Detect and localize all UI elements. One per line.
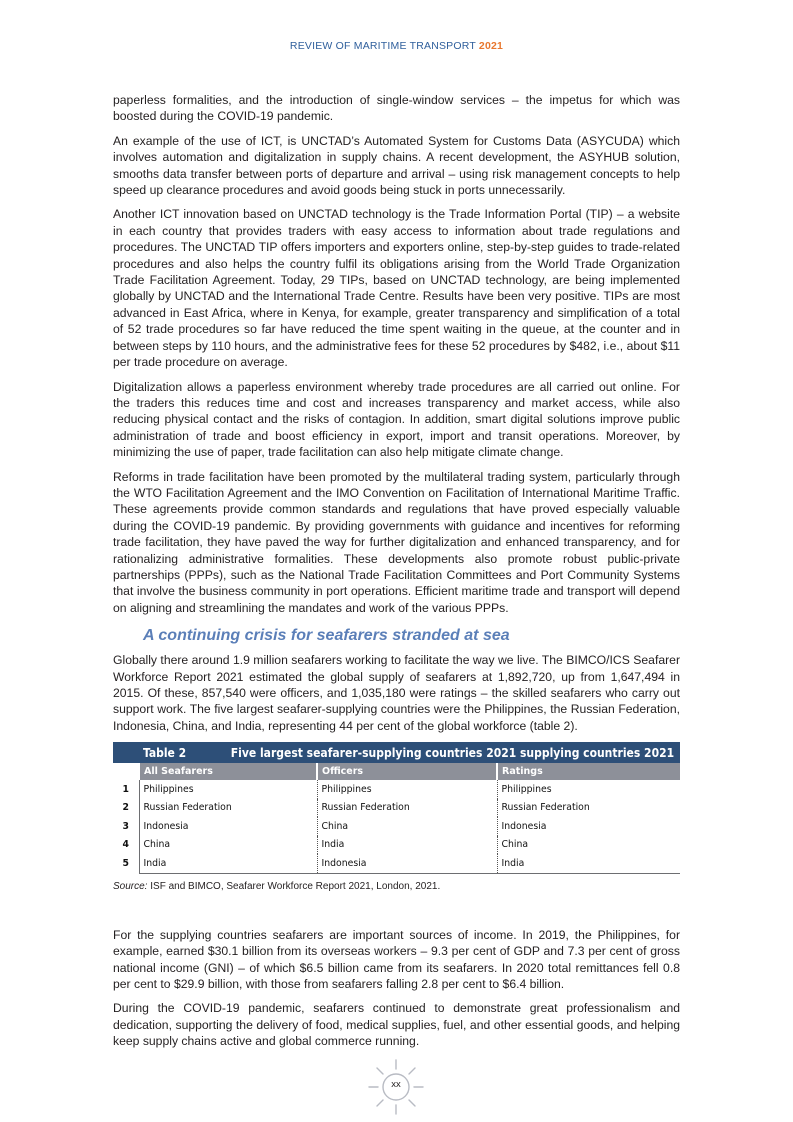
table-row xyxy=(113,854,680,873)
paragraph: For the supplying countries seafarers are important sources of income. In 2019, the Philippines, for example, earned $30.1 billion from its overseas workers – 9.3 per cent of GDP and 7.3 per cent of gross national income (GNI) – of which $6.5 billion came from its seafarers. In 2020 total remittances fell 0.8 per cent to $29.9 billion, with those from seafarers falling 2.8 per cent to $6.4 billion. xyxy=(113,927,680,991)
cell-all-seafarers: India xyxy=(139,854,317,873)
cell-all-seafarers: China xyxy=(139,836,317,855)
running-header xyxy=(0,40,793,52)
row-rank: 2 xyxy=(122,802,129,814)
column-header-all: All Seafarers xyxy=(139,763,317,780)
table-row xyxy=(113,817,680,836)
page-content xyxy=(113,92,680,1058)
cell-ratings: India xyxy=(497,854,680,873)
cell-officers: Philippines xyxy=(317,780,497,799)
cell-officers: China xyxy=(317,817,497,836)
cell-all-seafarers: Russian Federation xyxy=(139,799,317,818)
cell-officers: Indonesia xyxy=(317,854,497,873)
column-header-officers: Officers xyxy=(317,763,497,780)
section-heading: A continuing crisis for seafarers stranded at sea xyxy=(143,627,510,645)
paragraph: Reforms in trade facilitation have been promoted by the multilateral trading system, particularly through the WTO Facilitation Agreement and the IMO Convention on Facilitation of International Maritime Traffic. These agreements provide common standards and regulations that have proved especially valuable during the COVID-19 pandemic. By providing governments with guidance and incentives for reforming trade facilitation, they have paved the way for further digitalization and enhanced transparency, and for rationalizing administrative formalities. These developments also promote robust public-private partnerships (PPPs), such as the National Trade Facilitation Committees and Port Community Systems that involve the business community in port operations. Efficient maritime trade and transport will depend on aligning and streamlining the mandates and work of the various PPPs. xyxy=(113,469,680,615)
table-row xyxy=(113,799,680,818)
header-year: 2021 xyxy=(478,40,504,52)
cell-all-seafarers: Philippines xyxy=(139,780,317,799)
cell-ratings: China xyxy=(497,836,680,855)
table-header-row xyxy=(113,763,680,780)
cell-ratings: Philippines xyxy=(497,780,680,799)
cell-officers: India xyxy=(317,836,497,855)
source-text: ISF and BIMCO, Seafarer Workforce Report 2021, London, 2021. xyxy=(150,880,441,892)
paragraph: An example of the use of ICT, is UNCTAD’s Automated System for Customs Data (ASYCUDA) which involves automation and digitalization in supply chains. A recent development, the ASYHUB solution, smooths data transfer between ports of departure and arrival – using risk management concepts to help speed up clearance procedures and avoid goods being stuck in ports unnecessarily. xyxy=(113,133,680,198)
header-title: REVIEW OF MARITIME TRANSPORT xyxy=(289,40,476,52)
page-footer xyxy=(366,1057,426,1117)
row-rank: 4 xyxy=(122,839,129,851)
column-header-ratings: Ratings xyxy=(497,763,680,780)
cell-ratings: Indonesia xyxy=(497,817,680,836)
table-caption-row xyxy=(113,742,680,763)
paragraph: Another ICT innovation based on UNCTAD technology is the Trade Information Portal (TIP) – a website in each country that provides traders with easy access to information about trade regulations and procedures. The UNCTAD TIP offers importers and exporters online, step-by-step guides to trade-related procedures and also helps the country fulfil its obligations arising from the World Trade Organization Trade Facilitation Agreement. Today, 29 TIPs, based on UNCTAD technology, are being implemented globally by UNCTAD and the International Trade Centre. Results have been very positive. TIPs are most advanced in East Africa, where in Kenya, for example, greater transparency and simplification of a total of 52 trade procedures so far have reduced the time spent waiting in the queue, at the counter and in between steps by 110 hours, and the administrative fees for these 52 procedures by $482, i.e., about $11 per trade procedure on average. xyxy=(113,207,680,370)
row-rank: 3 xyxy=(122,820,129,832)
seafarer-table xyxy=(113,742,680,874)
cell-officers: Russian Federation xyxy=(317,799,497,818)
table-source xyxy=(113,880,680,893)
source-label: Source: xyxy=(113,880,148,892)
page-number: xx xyxy=(391,1079,401,1090)
table-title: Five largest seafarer-supplying countries 2021 supplying countries 2021 xyxy=(230,745,675,760)
cell-all-seafarers: Indonesia xyxy=(139,817,317,836)
paragraph: Digitalization allows a paperless environment whereby trade procedures are all carried out online. For the traders this reduces time and cost and increases transparency and market access, while also reducing physical contact and the risks of contagion. In addition, smart digital solutions improve public administration of trade and boost efficiency in export, import and transit operations. Moreover, by minimizing the use of paper, trade facilitation can also help mitigate climate change. xyxy=(113,379,680,460)
cell-ratings: Russian Federation xyxy=(497,799,680,818)
paragraph: During the COVID-19 pandemic, seafarers continued to demonstrate great professionalism and dedication, supporting the delivery of food, medical supplies, fuel, and other essential goods, and helping keep supply chains active and global commerce running. xyxy=(113,1001,680,1049)
row-rank: 5 xyxy=(122,858,129,870)
paragraph: Globally there around 1.9 million seafarers working to facilitate the way we live. The BIMCO/ICS Seafarer Workforce Report 2021 estimated the global supply of seafarers at 1,892,720, up from 1,647,494 in 2015. Of these, 857,540 were officers, and 1,035,180 were ratings – the skilled seafarers who carry out support work. The five largest seafarer-supplying countries were the Philippines, the Russian Federation, Indonesia, China, and India, representing 44 per cent of the global workforce (table 2). xyxy=(113,653,680,733)
row-rank: 1 xyxy=(122,783,129,795)
table-row xyxy=(113,780,680,799)
table-label: Table 2 xyxy=(143,745,187,760)
table-row xyxy=(113,836,680,855)
paragraph: paperless formalities, and the introduction of single-window services – the impetus for which was boosted during the COVID-19 pandemic. xyxy=(113,93,680,124)
